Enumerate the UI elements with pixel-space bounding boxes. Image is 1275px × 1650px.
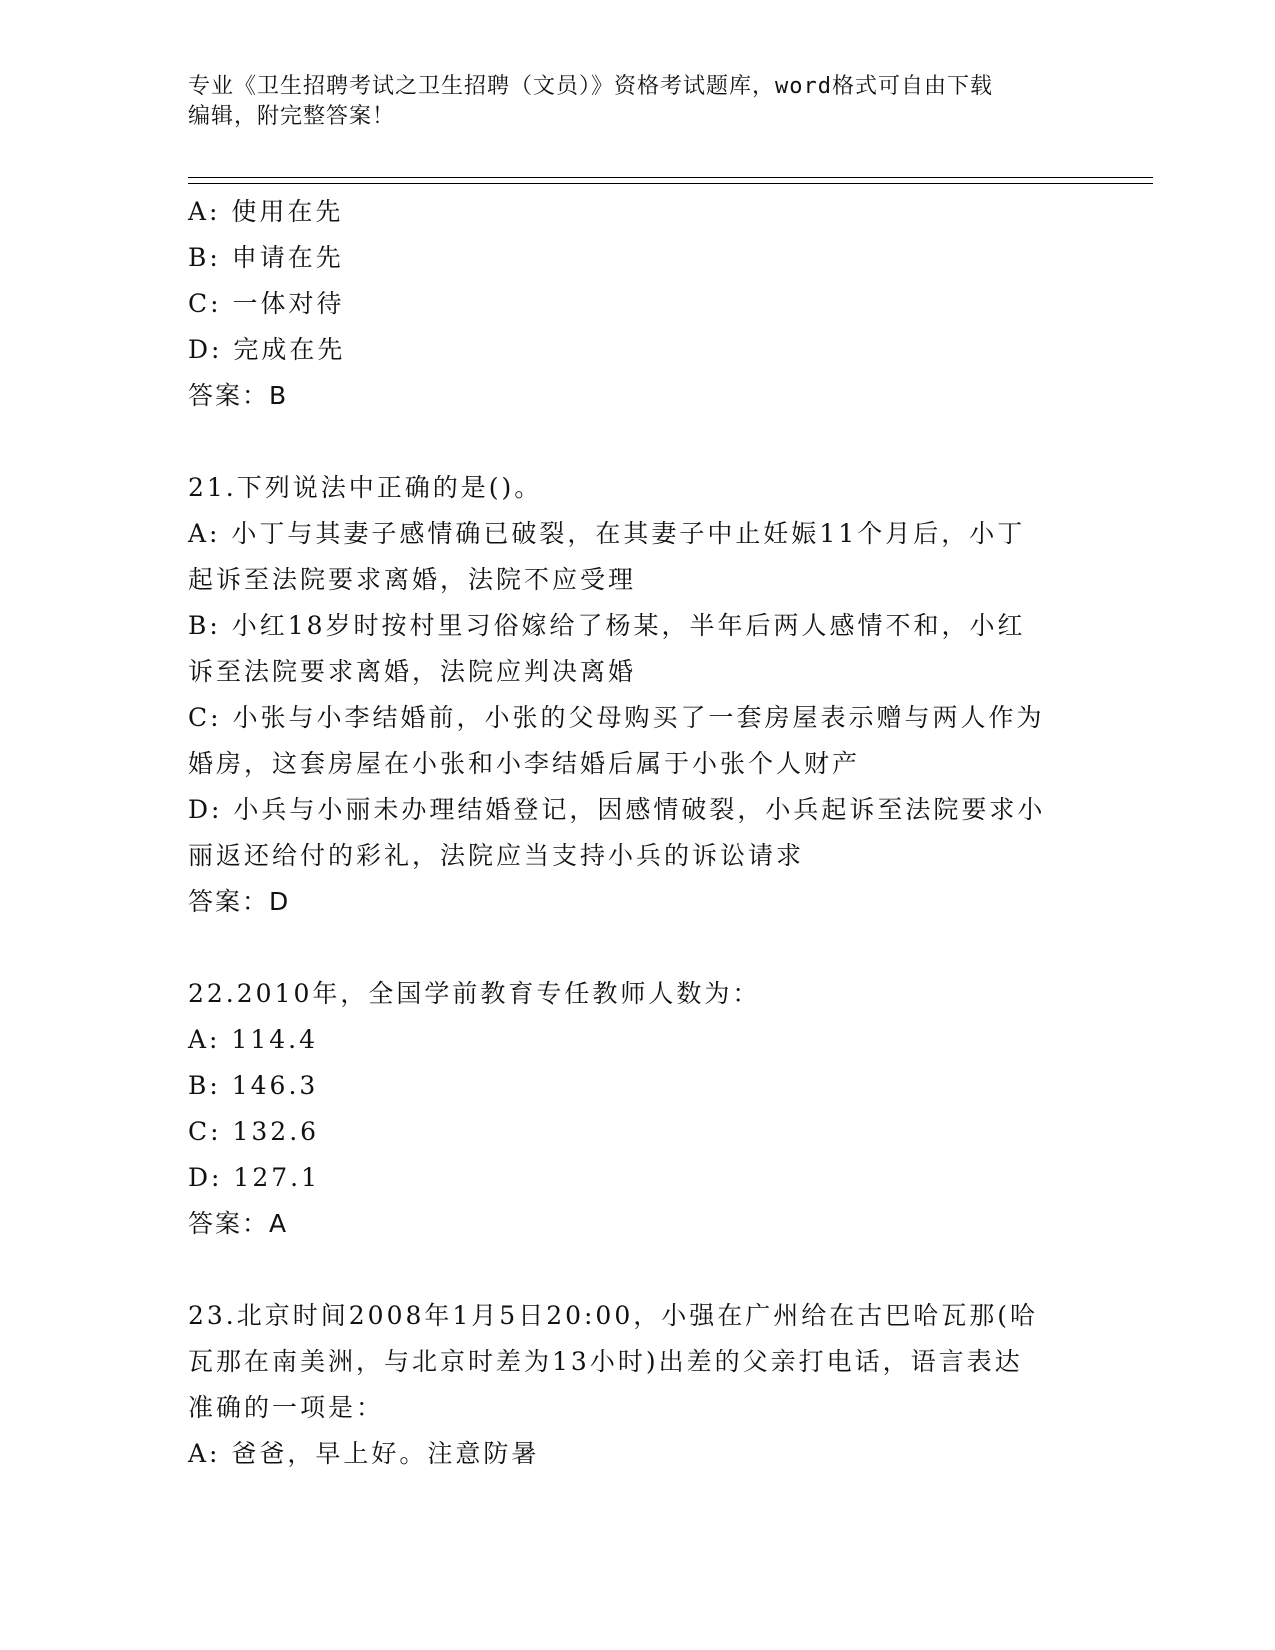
option-a-continued: 起诉至法院要求离婚，法院不应受理 bbox=[188, 565, 637, 594]
option-a: A: 爸爸，早上好。注意防暑 bbox=[188, 1439, 540, 1468]
header-line-1: 专业《卫生招聘考试之卫生招聘（文员）》资格考试题库，word格式可自由下载 bbox=[188, 74, 993, 99]
question-21 bbox=[188, 465, 1088, 925]
option-a: A: 114.4 bbox=[188, 1025, 318, 1054]
question-stem-continued: 准确的一项是： bbox=[188, 1393, 385, 1422]
question-stem-continued: 瓦那在南美洲，与北京时差为13小时)出差的父亲打电话，语言表达 bbox=[188, 1347, 1023, 1376]
option-a: A: 小丁与其妻子感情确已破裂，在其妻子中止妊娠11个月后，小丁 bbox=[188, 519, 1026, 548]
question-stem: 22.2010年，全国学前教育专任教师人数为： bbox=[188, 979, 761, 1008]
question-stem: 23.北京时间2008年1月5日20:00，小强在广州给在古巴哈瓦那(哈 bbox=[188, 1301, 1038, 1330]
option-c: C: 小张与小李结婚前，小张的父母购买了一套房屋表示赠与两人作为 bbox=[188, 703, 1045, 732]
answer-label: 答案：B bbox=[188, 381, 289, 410]
question-23 bbox=[188, 1293, 1088, 1477]
spacer bbox=[188, 419, 1088, 465]
answer-label: 答案：A bbox=[188, 1209, 289, 1238]
option-c: C: 一体对待 bbox=[188, 289, 345, 318]
option-d: D: 127.1 bbox=[188, 1163, 320, 1192]
question-stem: 21.下列说法中正确的是()。 bbox=[188, 473, 543, 502]
header-line-2: 编辑，附完整答案！ bbox=[188, 104, 396, 129]
option-c: C: 132.6 bbox=[188, 1117, 320, 1146]
option-d-continued: 丽返还给付的彩礼，法院应当支持小兵的诉讼请求 bbox=[188, 841, 805, 870]
option-a: A: 使用在先 bbox=[188, 197, 344, 226]
spacer bbox=[188, 925, 1088, 971]
option-b: B: 小红18岁时按村里习俗嫁给了杨某，半年后两人感情不和，小红 bbox=[188, 611, 1026, 640]
option-b-continued: 诉至法院要求离婚，法院应判决离婚 bbox=[188, 657, 637, 686]
option-b: B: 146.3 bbox=[188, 1071, 319, 1100]
question-22 bbox=[188, 971, 1088, 1247]
option-c-continued: 婚房，这套房屋在小张和小李结婚后属于小张个人财产 bbox=[188, 749, 861, 778]
option-d: D: 完成在先 bbox=[188, 335, 346, 364]
header-divider-top bbox=[188, 177, 1153, 178]
spacer bbox=[188, 1247, 1088, 1293]
question-20 bbox=[188, 189, 1088, 419]
question-list bbox=[188, 189, 1088, 1477]
answer-label: 答案：D bbox=[188, 887, 291, 916]
header-divider-bottom bbox=[188, 183, 1153, 184]
option-d: D: 小兵与小丽未办理结婚登记，因感情破裂，小兵起诉至法院要求小 bbox=[188, 795, 1046, 824]
document-header bbox=[188, 72, 1068, 132]
option-b: B: 申请在先 bbox=[188, 243, 344, 272]
